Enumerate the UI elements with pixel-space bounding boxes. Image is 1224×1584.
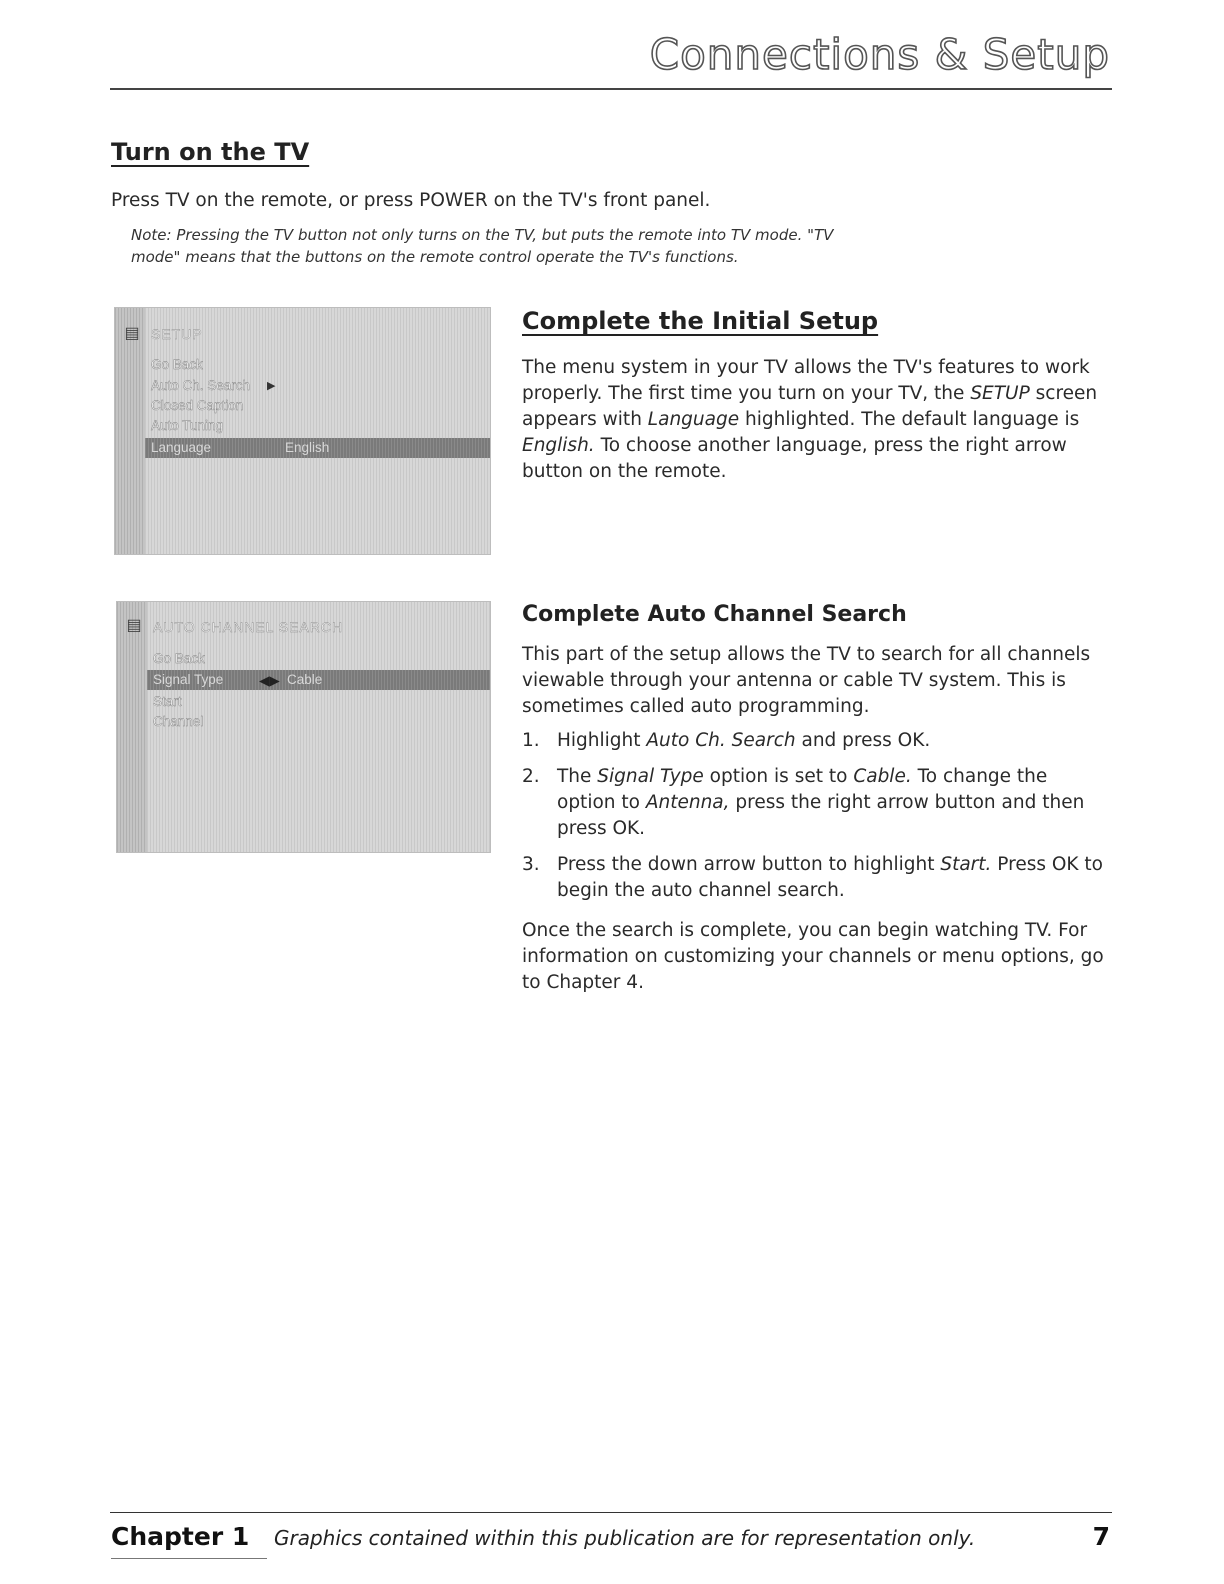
step-text: Highlight: [557, 730, 647, 751]
header-divider: [110, 88, 1112, 90]
step-term: Start.: [940, 854, 992, 875]
menu-icon: ▤: [124, 325, 140, 342]
step-term: Antenna,: [645, 792, 730, 813]
initial-setup-text-4: To choose another language, press the right arrow button on the remote.: [522, 435, 1067, 482]
step-item: [520, 728, 1110, 754]
auto-search-intro: This part of the setup allows the TV to search for all channels viewable through your antenna or cable TV system. This is sometimes called auto programming.: [522, 644, 1091, 717]
auto-search-outro: Once the search is complete, you can begin watching TV. For information on customizing your channels or menu options, go to Chapter 4.: [522, 920, 1104, 993]
step-text: The: [557, 766, 598, 787]
page-header-title: Connections & Setup: [649, 30, 1110, 79]
initial-setup-heading: Complete the Initial Setup: [522, 307, 879, 335]
step-term: Signal Type: [597, 766, 704, 787]
step-number: 1.: [522, 730, 540, 751]
setup-item-auto-tuning: Auto Tuning: [151, 418, 224, 433]
page-number: 7: [1092, 1522, 1110, 1551]
initial-setup-text-3: highlighted. The default language is: [739, 409, 1080, 430]
chapter-label: Chapter 1: [111, 1522, 250, 1551]
step-number: 2.: [522, 766, 540, 787]
channel-screen-title: AUTO CHANNEL SEARCH: [153, 619, 344, 635]
step-item: [520, 764, 1110, 842]
auto-channel-screen-image: [116, 601, 491, 853]
step-number: 3.: [522, 854, 540, 875]
initial-setup-language-term: Language: [647, 409, 740, 430]
setup-item-closed-caption: Closed Caption: [151, 398, 244, 413]
footer-divider: [110, 1512, 1112, 1513]
initial-setup-text-1: The menu system in your TV allows the TV's features to work properly. The first time you turn on your TV, the: [522, 357, 1090, 404]
setup-screen-image: [114, 307, 491, 555]
chapter-underline: [111, 1558, 267, 1559]
channel-highlight-label: Signal Type: [153, 672, 224, 687]
step-text: and press OK.: [795, 730, 931, 751]
auto-search-steps: [520, 728, 1110, 914]
channel-highlight-value: Cable: [287, 672, 323, 687]
screen-sidebar: [117, 602, 147, 852]
step-text: Press the down arrow button to highlight: [557, 854, 941, 875]
setup-screen-title: SETUP: [151, 326, 203, 342]
channel-item-start: Start: [153, 694, 182, 709]
step-text: option is set to: [703, 766, 854, 787]
screen-sidebar: [115, 308, 145, 554]
channel-highlight-row: [147, 670, 490, 690]
auto-search-heading: Complete Auto Channel Search: [522, 602, 907, 627]
channel-item-channel: Channel: [153, 714, 204, 729]
step-item: [520, 852, 1110, 904]
channel-item-go-back: Go Back: [153, 651, 205, 666]
setup-highlight-row: [145, 438, 490, 458]
setup-item-go-back: Go Back: [151, 357, 203, 372]
initial-setup-english-term: English.: [522, 435, 595, 456]
initial-setup-text-2: screen appears with: [522, 383, 1098, 430]
initial-setup-paragraph: [522, 355, 1112, 485]
right-arrow-icon: ▶: [267, 380, 276, 392]
turn-on-heading: Turn on the TV: [111, 138, 310, 166]
turn-on-note: [131, 224, 891, 268]
step-text: press the right arrow button and then press OK.: [557, 792, 1085, 839]
menu-icon: ▤: [126, 617, 142, 634]
step-term: Auto Ch. Search: [646, 730, 796, 751]
setup-highlight-value: English: [285, 440, 330, 455]
step-term: Cable.: [853, 766, 912, 787]
note-line-1: Note: Pressing the TV button not only turns on the TV, but puts the remote into TV mode. "TV: [131, 226, 834, 244]
note-line-2: mode" means that the buttons on the remote control operate the TV's functions.: [131, 248, 739, 266]
initial-setup-setup-term: SETUP: [970, 383, 1030, 404]
step-text: To change the option to: [557, 766, 1048, 813]
setup-highlight-label: Language: [151, 440, 212, 455]
turn-on-body: Press TV on the remote, or press POWER on the TV's front panel.: [111, 190, 711, 211]
setup-item-auto-ch-search: Auto Ch. Search: [151, 378, 251, 393]
footer-disclaimer: Graphics contained within this publication are for representation only.: [274, 1526, 976, 1550]
step-text: Press OK to begin the auto channel search.: [557, 854, 1104, 901]
left-right-arrow-icon: ◀▶: [259, 673, 280, 688]
